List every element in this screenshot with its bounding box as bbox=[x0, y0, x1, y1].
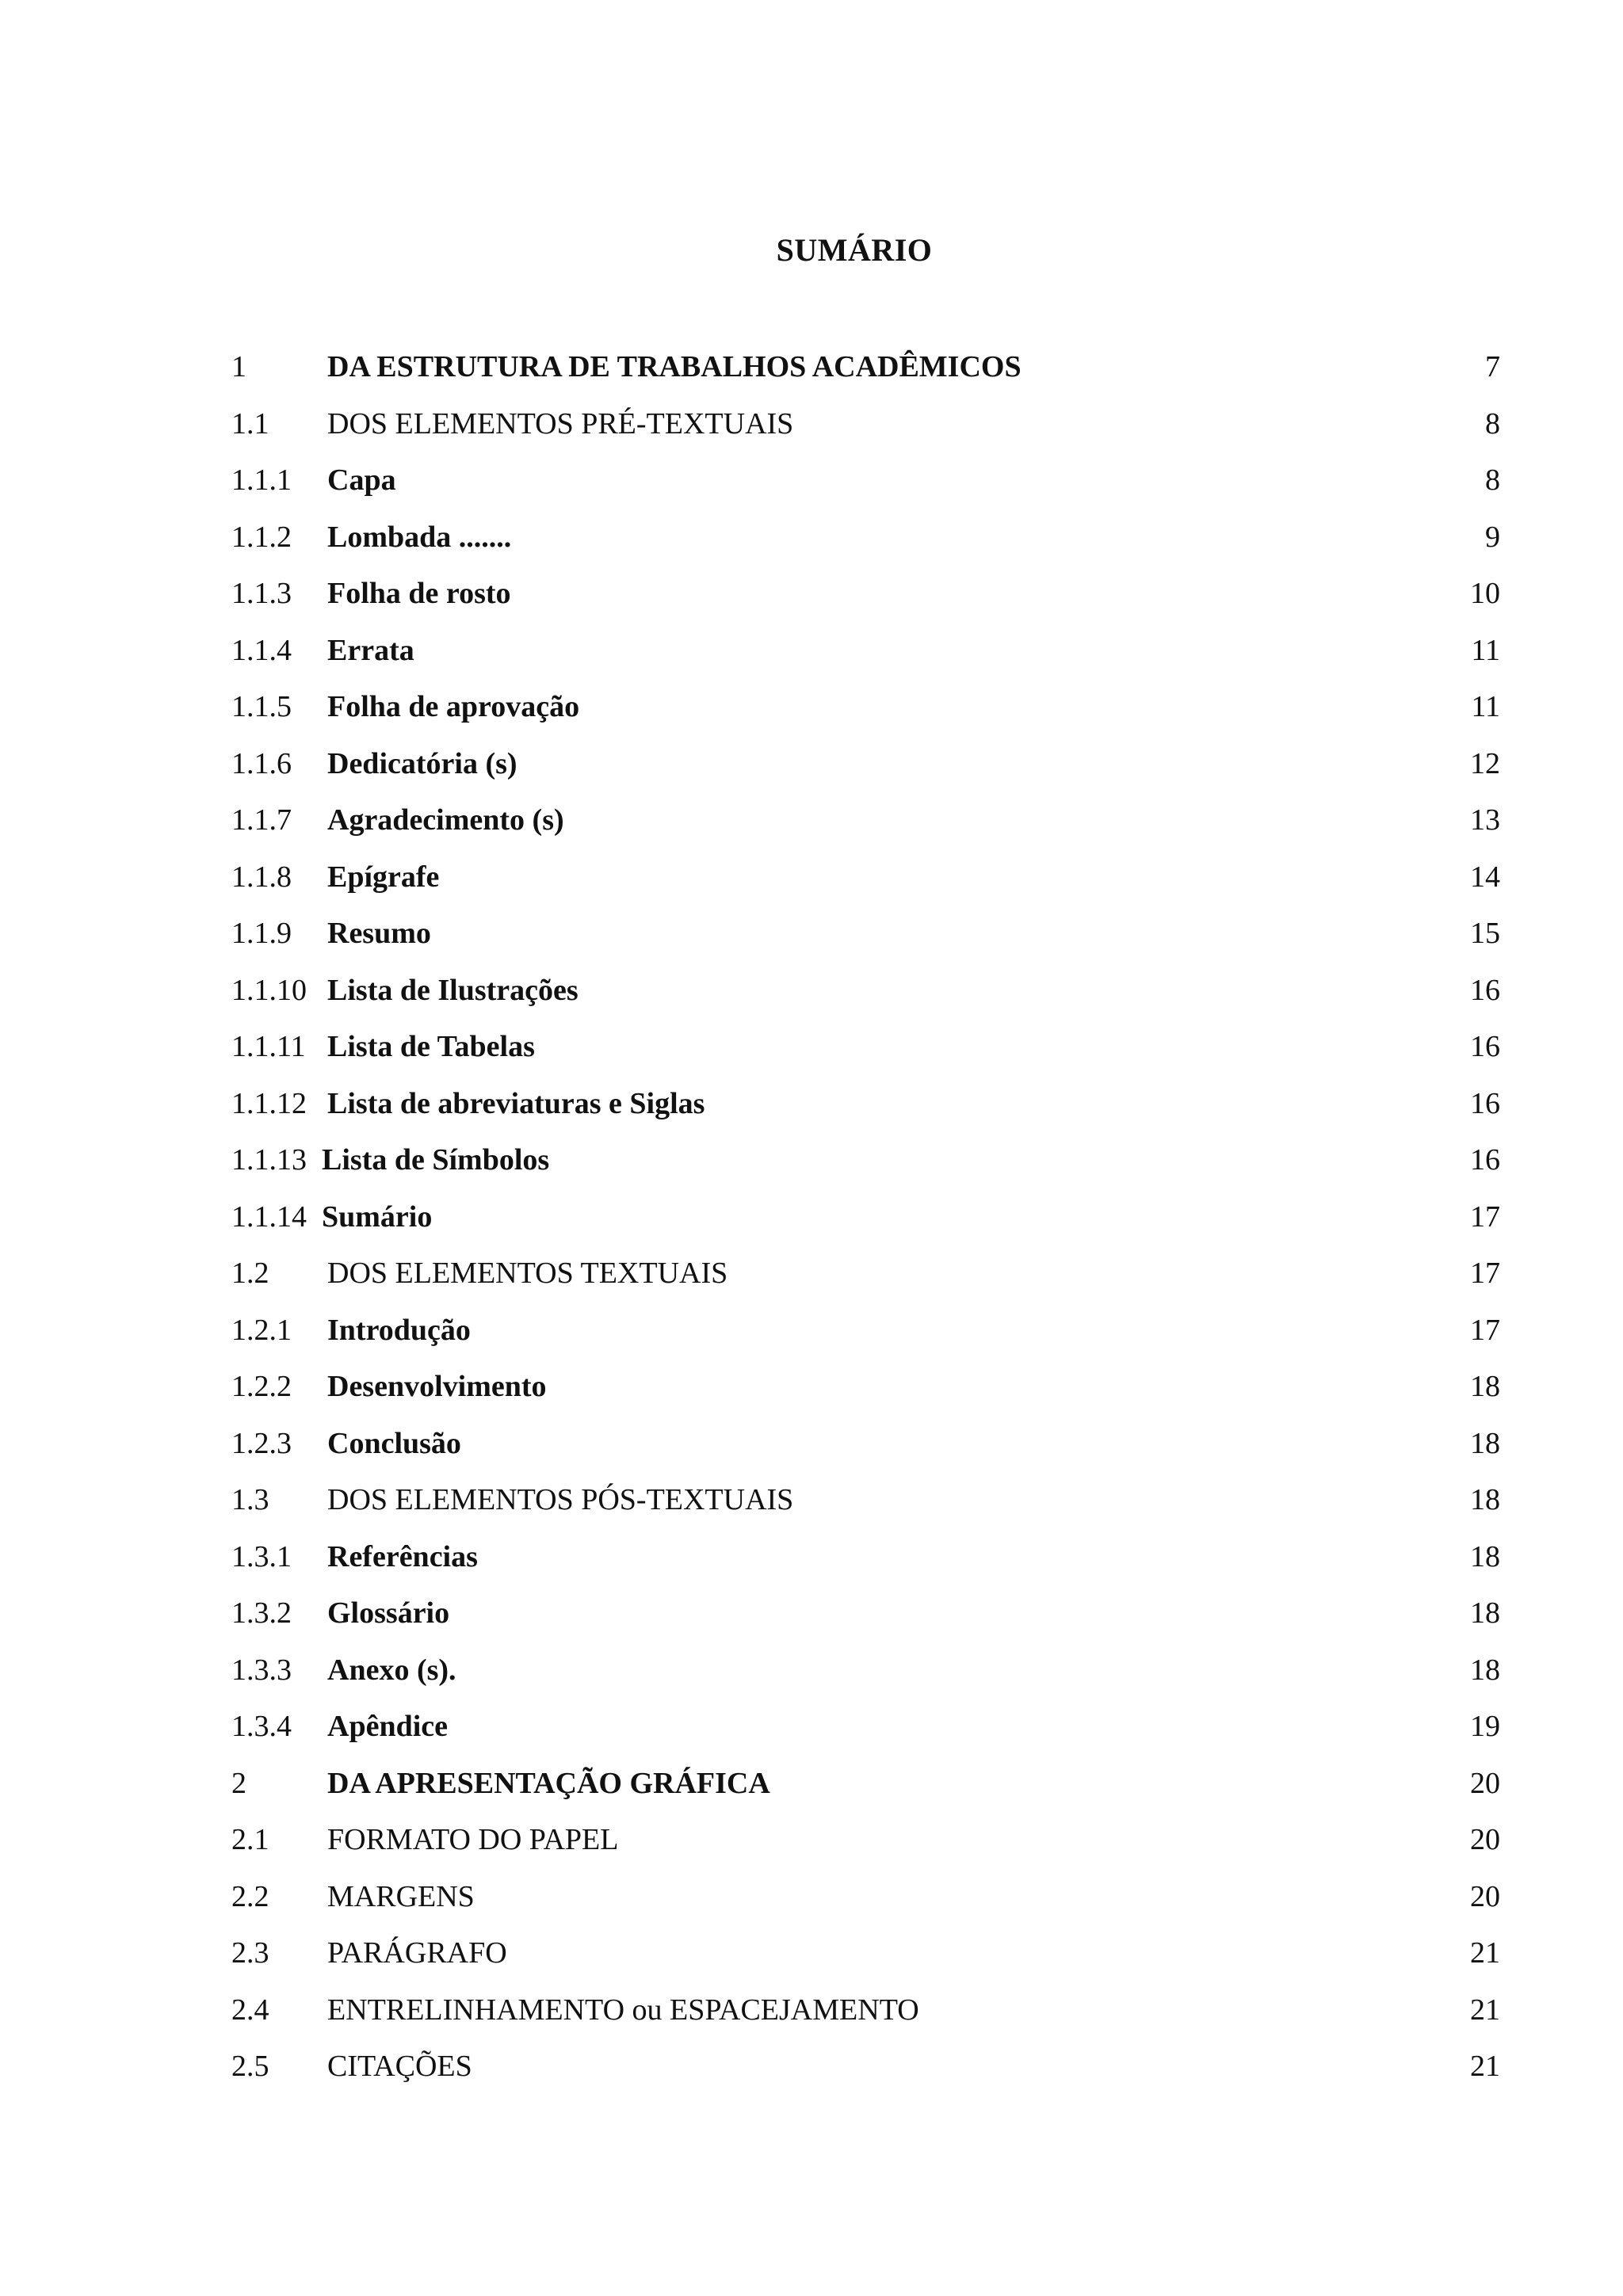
toc-entry[interactable] bbox=[231, 566, 1500, 623]
toc-entry[interactable] bbox=[231, 1245, 1500, 1302]
toc-entry[interactable] bbox=[231, 452, 1500, 509]
toc-entry-number: 1.1.7 bbox=[231, 803, 292, 837]
toc-entry-page: 19 bbox=[1470, 1710, 1500, 1743]
toc-entry[interactable] bbox=[231, 396, 1500, 453]
toc-entry-leader bbox=[327, 792, 1381, 849]
toc-entry-page: 20 bbox=[1470, 1823, 1500, 1856]
toc-entry-title: Dedicatória (s) bbox=[327, 747, 522, 780]
toc-entry-page: 11 bbox=[1471, 690, 1500, 723]
toc-entry-page: 10 bbox=[1470, 577, 1500, 610]
toc-entry-page: 18 bbox=[1470, 1653, 1500, 1687]
toc-entry-number: 1.1.5 bbox=[231, 690, 292, 723]
toc-entry-title: CITAÇÕES bbox=[327, 2050, 477, 2083]
toc-entry-title: Lista de Ilustrações bbox=[327, 974, 583, 1007]
toc-entry-leader bbox=[327, 1529, 1381, 1586]
toc-entry-number: 1.2.1 bbox=[231, 1313, 292, 1347]
toc-entry[interactable] bbox=[231, 1472, 1500, 1529]
toc-entry[interactable] bbox=[231, 1076, 1500, 1133]
toc-entry[interactable] bbox=[231, 1699, 1500, 1756]
toc-entry-leader bbox=[327, 509, 1381, 566]
toc-entry-number: 1.1.6 bbox=[231, 746, 292, 780]
toc-entry-page: 18 bbox=[1470, 1426, 1500, 1460]
toc-entry-number: 1.1.14 bbox=[231, 1199, 307, 1234]
toc-entry-title: Introdução bbox=[327, 1314, 475, 1347]
toc-entry-page: 20 bbox=[1470, 1766, 1500, 1800]
toc-entry-leader bbox=[327, 736, 1381, 793]
toc-entry-page: 17 bbox=[1470, 1257, 1500, 1290]
toc-entry-leader bbox=[327, 339, 1381, 396]
toc-entry-page: 16 bbox=[1470, 973, 1500, 1007]
toc-entry-title: MARGENS bbox=[327, 1880, 479, 1913]
toc-entry-page: 8 bbox=[1485, 406, 1500, 441]
toc-entry-title: Lista de Símbolos bbox=[322, 1143, 554, 1177]
toc-entry[interactable] bbox=[231, 679, 1500, 736]
toc-entry-leader bbox=[327, 1416, 1381, 1473]
toc-entry-page: 13 bbox=[1470, 803, 1500, 837]
toc-entry-number: 1.1.9 bbox=[231, 917, 292, 950]
toc-entry-leader bbox=[327, 1642, 1381, 1699]
toc-entry-leader bbox=[327, 679, 1381, 736]
toc-entry-leader bbox=[327, 1812, 1381, 1869]
toc-entry-number: 2.3 bbox=[231, 1936, 269, 1970]
toc-entry-title: Folha de rosto bbox=[327, 577, 516, 610]
toc-entry-title: Anexo (s). bbox=[327, 1653, 461, 1687]
toc-entry-leader bbox=[327, 566, 1381, 623]
toc-entry-page: 11 bbox=[1471, 633, 1500, 667]
toc-entry-page: 18 bbox=[1470, 1483, 1500, 1516]
toc-entry-leader bbox=[322, 1189, 1381, 1246]
toc-entry-title: DOS ELEMENTOS PRÉ-TEXTUAIS bbox=[327, 407, 798, 441]
toc-entry-title: Lista de Tabelas bbox=[327, 1030, 540, 1063]
toc-entry-title: Resumo bbox=[327, 917, 436, 950]
toc-entry-page: 16 bbox=[1470, 1086, 1500, 1120]
toc-entry-leader bbox=[327, 906, 1381, 963]
toc-entry-leader bbox=[327, 849, 1381, 906]
toc-entry-page: 16 bbox=[1470, 1030, 1500, 1063]
toc-entry[interactable] bbox=[231, 963, 1500, 1020]
toc-entry-title: Glossário bbox=[327, 1596, 454, 1630]
toc-entry[interactable] bbox=[231, 849, 1500, 906]
toc-entry-title: DA ESTRUTURA DE TRABALHOS ACADÊMICOS bbox=[327, 350, 1026, 383]
toc-entry-leader bbox=[327, 396, 1381, 453]
toc-entry-leader bbox=[327, 1699, 1381, 1756]
toc-entry[interactable] bbox=[231, 1302, 1500, 1360]
toc-entry-number: 1.2.2 bbox=[231, 1370, 292, 1403]
toc-entry-title: Desenvolvimento bbox=[327, 1370, 552, 1403]
toc-entry-leader bbox=[327, 1925, 1381, 1982]
toc-entry-leader bbox=[327, 623, 1381, 680]
toc-entry-leader bbox=[327, 1585, 1381, 1642]
toc-entry-number: 2.2 bbox=[231, 1879, 269, 1913]
toc-entry-page: 8 bbox=[1485, 463, 1500, 497]
toc-entry[interactable] bbox=[231, 623, 1500, 680]
toc-entry-page: 18 bbox=[1470, 1370, 1500, 1403]
toc-entry-number: 1.1.8 bbox=[231, 860, 292, 894]
toc-entry-number: 1.3.2 bbox=[231, 1596, 292, 1630]
toc-entry[interactable] bbox=[231, 1132, 1500, 1189]
toc-entry-number: 1 bbox=[231, 350, 246, 383]
toc-entry-number: 2.5 bbox=[231, 2050, 269, 2083]
toc-entry-number: 1.3.1 bbox=[231, 1539, 292, 1573]
toc-entry-number: 1.3 bbox=[231, 1483, 269, 1516]
toc-entry[interactable] bbox=[231, 1869, 1500, 1926]
toc-entry-number: 2.4 bbox=[231, 1993, 269, 2027]
toc-entry-page: 21 bbox=[1470, 2050, 1500, 2083]
toc-entry-number: 1.1.4 bbox=[231, 633, 292, 667]
toc-entry-page: 20 bbox=[1470, 1879, 1500, 1913]
toc-entry[interactable] bbox=[231, 2039, 1500, 2096]
toc-entry-title: DOS ELEMENTOS TEXTUAIS bbox=[327, 1257, 732, 1290]
page-title: SUMÁRIO bbox=[776, 232, 933, 268]
toc-entry[interactable] bbox=[231, 1585, 1500, 1642]
toc-entry-title: Conclusão bbox=[327, 1427, 466, 1460]
toc-entry-page: 12 bbox=[1470, 746, 1500, 780]
toc-entry-leader bbox=[327, 963, 1381, 1020]
toc-entry[interactable] bbox=[231, 1756, 1500, 1813]
toc-entry-number: 1.2.3 bbox=[231, 1426, 292, 1460]
toc-entry-number: 2 bbox=[231, 1766, 246, 1800]
toc-entry-page: 7 bbox=[1485, 350, 1500, 383]
toc-entry-title: PARÁGRAFO bbox=[327, 1936, 512, 1970]
toc-entry[interactable] bbox=[231, 1189, 1500, 1246]
toc-entry[interactable] bbox=[231, 1982, 1500, 2039]
toc-entry-leader bbox=[327, 1019, 1381, 1076]
toc-entry-title: Capa bbox=[327, 463, 401, 497]
toc-entry-leader bbox=[327, 2039, 1381, 2096]
toc-entry-number: 1.2 bbox=[231, 1257, 269, 1290]
toc-entry-title: Lombada ....... bbox=[327, 521, 516, 554]
toc-entry-page: 16 bbox=[1470, 1143, 1500, 1177]
toc-entry-page: 18 bbox=[1470, 1539, 1500, 1573]
toc-entry-title: Errata bbox=[327, 634, 419, 667]
toc-entry-page: 9 bbox=[1485, 520, 1500, 554]
toc-entry-title: Folha de aprovação bbox=[327, 690, 584, 723]
toc-entry[interactable] bbox=[231, 509, 1500, 566]
toc-entry-title: FORMATO DO PAPEL bbox=[327, 1823, 623, 1856]
toc-entry[interactable] bbox=[231, 339, 1500, 396]
toc-entry[interactable] bbox=[231, 1925, 1500, 1982]
toc-entry-page: 17 bbox=[1470, 1313, 1500, 1347]
toc-entry-title: Referências bbox=[327, 1540, 483, 1573]
toc-entry-number: 1.1 bbox=[231, 406, 269, 441]
toc-entry-page: 21 bbox=[1470, 1993, 1500, 2027]
toc-entry-title: Epígrafe bbox=[327, 860, 444, 894]
toc-entry[interactable] bbox=[231, 1416, 1500, 1473]
toc-entry-page: 15 bbox=[1470, 917, 1500, 950]
table-of-contents bbox=[231, 339, 1500, 2096]
toc-entry-title: Apêndice bbox=[327, 1710, 453, 1743]
toc-entry-page: 14 bbox=[1470, 860, 1500, 894]
toc-entry[interactable] bbox=[231, 736, 1500, 793]
toc-entry-number: 1.3.4 bbox=[231, 1710, 292, 1743]
toc-entry-leader bbox=[327, 1302, 1381, 1360]
toc-entry[interactable] bbox=[231, 1019, 1500, 1076]
toc-entry-leader bbox=[327, 452, 1381, 509]
toc-entry-number: 1.1.2 bbox=[231, 520, 292, 554]
toc-entry-title: Lista de abreviaturas e Siglas bbox=[327, 1087, 709, 1120]
toc-entry-number: 1.1.11 bbox=[231, 1030, 306, 1063]
toc-entry-number: 1.1.3 bbox=[231, 577, 292, 610]
toc-entry-page: 21 bbox=[1470, 1936, 1500, 1970]
toc-entry-leader bbox=[327, 1472, 1381, 1529]
toc-entry-leader bbox=[322, 1132, 1381, 1189]
toc-entry-title: DA APRESENTAÇÃO GRÁFICA bbox=[327, 1767, 775, 1800]
toc-entry[interactable] bbox=[231, 1812, 1500, 1869]
toc-entry-number: 1.1.12 bbox=[231, 1086, 307, 1120]
toc-entry-leader bbox=[327, 1869, 1381, 1926]
toc-entry-leader bbox=[327, 1982, 1381, 2039]
toc-entry-number: 1.1.10 bbox=[231, 973, 307, 1007]
toc-entry[interactable] bbox=[231, 1529, 1500, 1586]
toc-entry-leader bbox=[327, 1756, 1381, 1813]
toc-entry-number: 1.1.1 bbox=[231, 463, 292, 497]
toc-entry[interactable] bbox=[231, 1642, 1500, 1699]
toc-entry[interactable] bbox=[231, 906, 1500, 963]
toc-entry[interactable] bbox=[231, 1359, 1500, 1416]
toc-entry-title: ENTRELINHAMENTO ou ESPACEJAMENTO bbox=[327, 1993, 924, 2027]
toc-entry[interactable] bbox=[231, 792, 1500, 849]
toc-entry-page: 17 bbox=[1470, 1199, 1500, 1234]
toc-entry-title: Sumário bbox=[322, 1200, 437, 1234]
toc-entry-number: 1.1.13 bbox=[231, 1143, 307, 1177]
toc-entry-title: Agradecimento (s) bbox=[327, 803, 569, 837]
toc-entry-number: 2.1 bbox=[231, 1823, 269, 1856]
toc-entry-number: 1.3.3 bbox=[231, 1653, 292, 1687]
toc-entry-leader bbox=[327, 1076, 1381, 1133]
toc-entry-page: 18 bbox=[1470, 1596, 1500, 1630]
toc-entry-title: DOS ELEMENTOS PÓS-TEXTUAIS bbox=[327, 1483, 798, 1516]
toc-entry-leader bbox=[327, 1359, 1381, 1416]
toc-entry-leader bbox=[327, 1245, 1381, 1302]
